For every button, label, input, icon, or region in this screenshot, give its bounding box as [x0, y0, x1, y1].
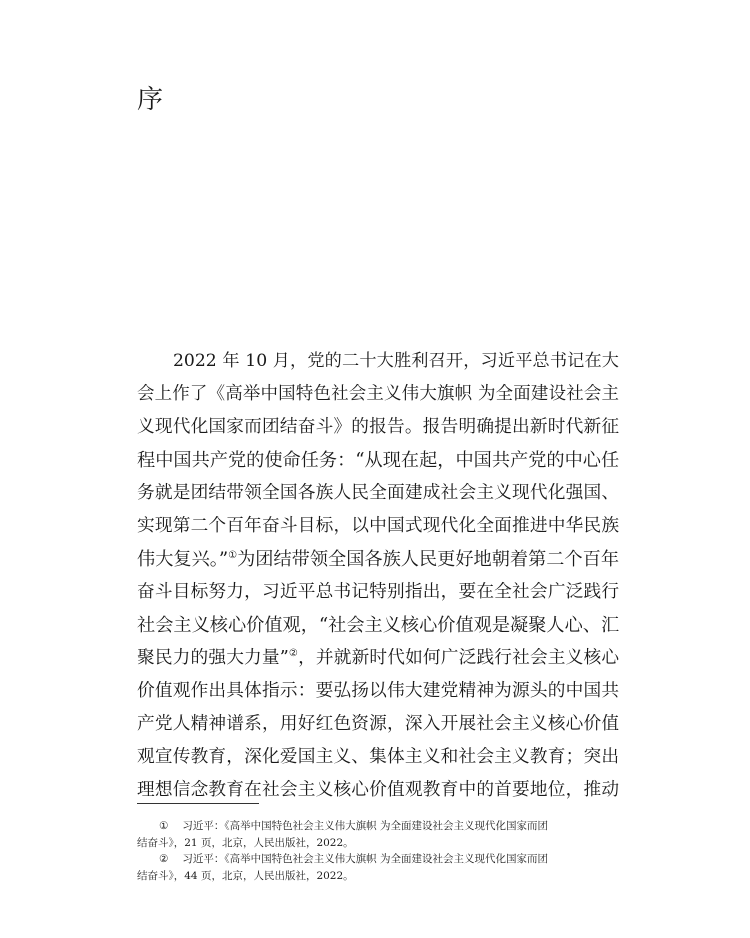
paragraph-line: 2022 年 10 月，党的二十大胜利召开，习近平总书记在大	[173, 351, 619, 371]
paragraph-line	[137, 642, 619, 675]
paragraph-line: 产党人精神谱系，用好红色资源，深入开展社会主义核心价值	[137, 714, 619, 734]
footnote-ref-1[interactable]: ①	[228, 550, 238, 561]
footnote-ref-2[interactable]: ②	[288, 648, 299, 659]
paragraph-line: 奋斗目标努力，习近平总书记特别指出，要在全社会广泛践行	[137, 582, 619, 602]
paragraph-line: 义现代化国家而团结奋斗》的报告。报告明确提出新时代新征	[137, 417, 619, 437]
footnote-text: 习近平：《高举中国特色社会主义伟大旗帜 为全面建设社会主义现代化国家而团	[182, 853, 549, 865]
paragraph-line: 程中国共产党的使命任务：“从现在起，中国共产党的中心任	[137, 450, 620, 471]
line-text: 伟大复兴。”	[137, 549, 229, 570]
paragraph-line: 会上作了《高举中国特色社会主义伟大旗帜 为全面建设社会主	[137, 384, 619, 404]
paragraph-line: 理想信念教育在社会主义核心价值观教育中的首要地位，推动	[137, 780, 619, 800]
footnote-mark: ②	[159, 853, 169, 865]
footnote-2-continued: 结奋斗》，44 页，北京，人民出版社，2022。	[137, 869, 354, 882]
paragraph-line: 实现第二个百年奋斗目标，以中国式现代化全面推进中华民族	[137, 516, 619, 536]
footnote-mark: ①	[159, 820, 169, 832]
footnote-1-continued: 结奋斗》，21 页，北京，人民出版社，2022。	[137, 836, 354, 849]
line-text: 为团结带领全国各族人民更好地朝着第二个百年	[237, 549, 620, 570]
line-text: ，并就新时代如何广泛践行社会主义核心	[298, 648, 619, 668]
paragraph-line: 务就是团结带领全国各族人民全面建成社会主义现代化强国、	[137, 483, 619, 503]
paragraph-line: 社会主义核心价值观，“社会主义核心价值观是凝聚人心、汇	[137, 615, 620, 636]
paragraph-line: 观宣传教育，深化爱国主义、集体主义和社会主义教育；突出	[137, 747, 619, 767]
footnote-text: 习近平：《高举中国特色社会主义伟大旗帜 为全面建设社会主义现代化国家而团	[182, 820, 549, 832]
footnote-1	[137, 818, 619, 835]
footnote-2	[137, 851, 619, 868]
page-title: 序	[137, 85, 164, 115]
body-paragraph	[137, 345, 619, 807]
footnotes	[137, 818, 619, 884]
footnote-divider	[137, 803, 259, 804]
paragraph-line	[137, 543, 619, 576]
paragraph-line: 价值观作出具体指示：要弘扬以伟大建党精神为源头的中国共	[137, 681, 619, 701]
line-text: 聚民力的强大力量”	[137, 648, 289, 668]
